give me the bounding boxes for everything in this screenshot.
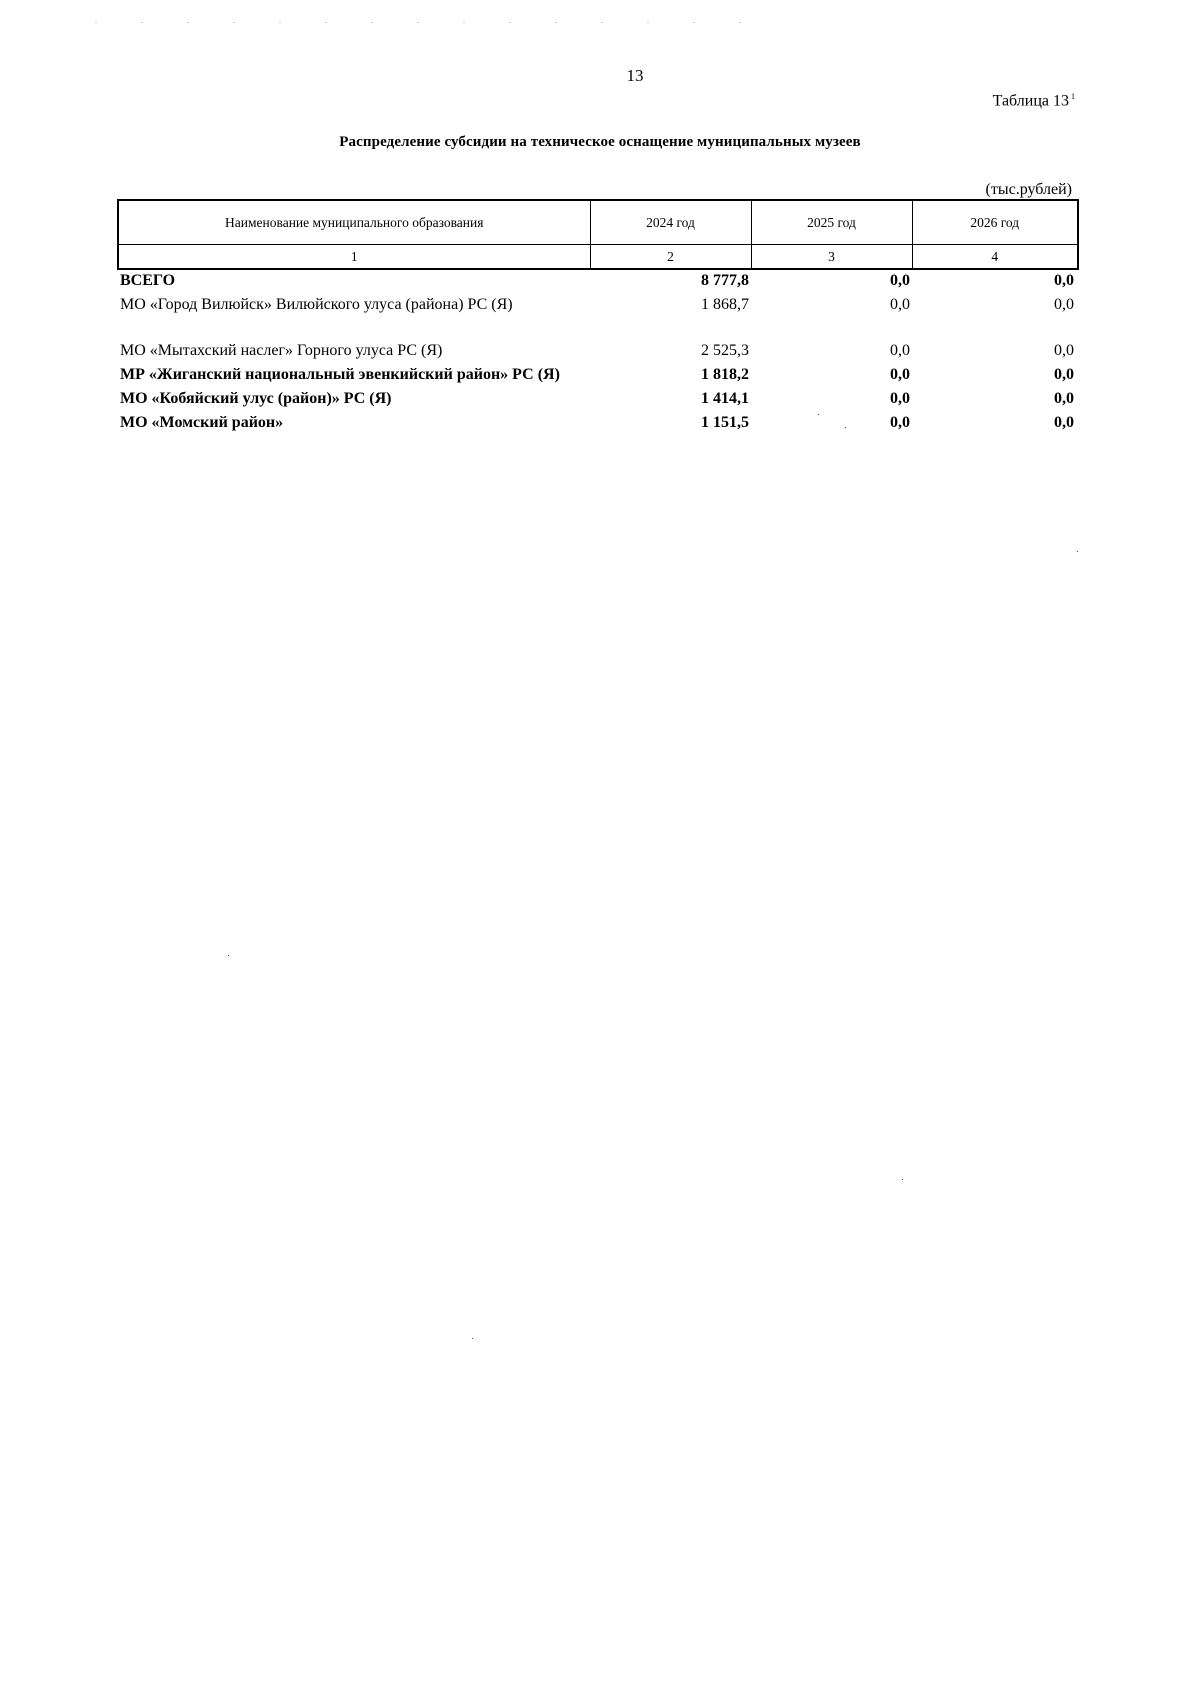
table-row (117, 388, 1077, 412)
value-2026: 0,0 (1054, 342, 1074, 359)
units-note: (тыс.рублей) (985, 181, 1072, 198)
value-2025: 0,0 (890, 414, 910, 431)
value-2025: 0,0 (890, 296, 910, 313)
scan-speck (902, 1179, 903, 1180)
scan-speck (1077, 551, 1078, 552)
value-2024: 1 818,2 (701, 366, 749, 383)
value-2024: 2 525,3 (701, 342, 749, 359)
scan-speck (472, 1338, 473, 1339)
value-2026: 0,0 (1054, 366, 1074, 383)
column-number: 2 (590, 245, 751, 270)
scan-speck (228, 955, 229, 956)
row-name: ВСЕГО (120, 272, 176, 289)
value-2026: 0,0 (1054, 296, 1074, 313)
value-2024: 1 868,7 (701, 296, 749, 313)
value-2025: 0,0 (890, 342, 910, 359)
value-2025: 0,0 (890, 366, 910, 383)
scan-speck (845, 427, 846, 428)
table-row (117, 412, 1077, 436)
header-row (118, 200, 1078, 245)
table-row (117, 364, 1077, 388)
header-2025: 2025 год (751, 200, 912, 245)
table-row (117, 294, 1077, 318)
row-name: МО «Момский район» (120, 414, 284, 431)
table-label-text: Таблица 13 (992, 92, 1069, 110)
column-number: 1 (118, 245, 590, 270)
row-name: МО «Мытахский наслег» Горного улуса РС (Я) (120, 342, 443, 359)
page-number: 13 (626, 66, 644, 85)
table-title: Распределение субсидии на техническое оснащение муниципальных музеев (339, 134, 861, 150)
column-number: 3 (751, 245, 912, 270)
value-2025: 0,0 (890, 390, 910, 407)
header-name: Наименование муниципального образования (118, 200, 590, 245)
value-2024: 1 414,1 (701, 390, 749, 407)
table-header (117, 199, 1079, 270)
table-label (993, 92, 1075, 110)
header-2026: 2026 год (912, 200, 1078, 245)
value-2026: 0,0 (1054, 414, 1074, 431)
row-name: МО «Кобяйский улус (район)» РС (Я) (120, 390, 392, 407)
row-name: МР «Жиганский национальный эвенкийский район» РС (Я) (120, 366, 560, 383)
table-row (117, 318, 1077, 364)
header-2024: 2024 год (590, 200, 751, 245)
scan-speck (818, 414, 819, 415)
table-body (117, 270, 1077, 436)
value-2025: 0,0 (890, 272, 910, 289)
value-2026: 0,0 (1054, 272, 1074, 289)
row-name: МО «Город Вилюйск» Вилюйского улуса (района) РС (Я) (120, 296, 513, 313)
table-label-mark: 1 (1071, 92, 1075, 101)
table-row-total (117, 270, 1077, 294)
column-number-row (118, 245, 1078, 270)
column-number: 4 (912, 245, 1078, 270)
value-2024: 8 777,8 (701, 272, 749, 289)
scan-artifact-line (95, 22, 755, 23)
value-2026: 0,0 (1054, 390, 1074, 407)
value-2024: 1 151,5 (701, 414, 749, 431)
